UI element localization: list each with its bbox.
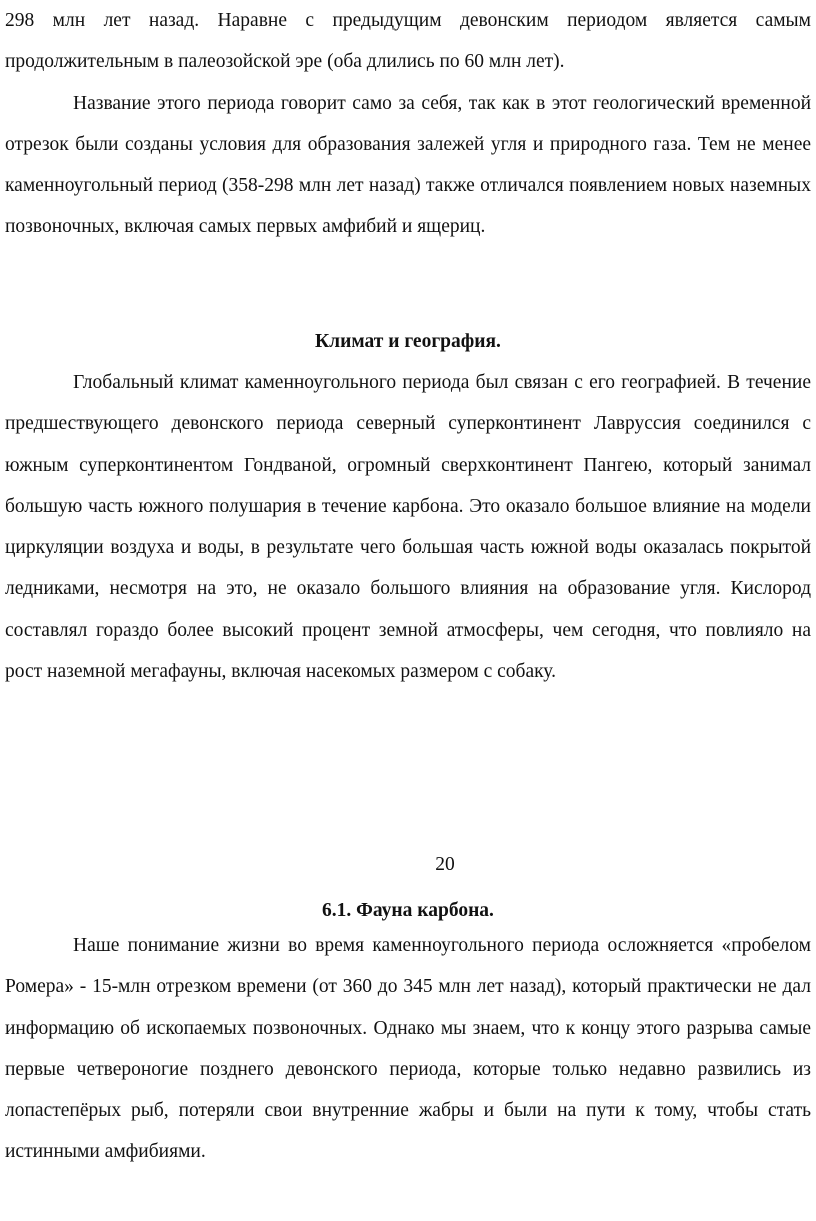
text-block-climate xyxy=(5,362,811,692)
fauna-heading: 6.1. Фауна карбона. xyxy=(322,900,494,921)
text-block-top xyxy=(5,0,811,248)
period-name-paragraph: Название этого периода говорит само за себя, так как в этот геологический временной отрезок были созданы условия для образования залежей угля и природного газа. Тем не менее каменноугольный период (358-298 млн лет назад) также отличался появлением новых наземных позвоночных, включая самых первых амфибий и ящериц. xyxy=(5,92,811,238)
climate-heading: Климат и география. xyxy=(315,331,501,352)
continuation-paragraph: 298 млн лет назад. Наравне с предыдущим девонским периодом является самым продолжительным в палеозойской эре (оба длились по 60 млн лет). xyxy=(5,10,811,73)
fauna-paragraph: Наше понимание жизни во время каменноугольного периода осложняется «пробелом Ромера» - 15-млн отрезком времени (от 360 до 345 млн лет назад), который практически не дал информацию об ископаемых позвоночных. Однако мы знаем, что к концу этого разрыва самые первые четвероногие позднего девонского периода, которые только недавно развились из лопастепёрых рыб, потеряли свои внутренние жабры и были на пути к тому, чтобы стать истинными амфибиями. xyxy=(5,935,811,1163)
text-block-fauna xyxy=(5,925,811,1173)
climate-paragraph: Глобальный климат каменноугольного периода был связан с его географией. В течение предшествующего девонского периода северный суперконтинент Лавруссия соединился с южным суперконтинентом Гондваной, огромный сверхконтинент Пангею, который занимал большую часть южного полушария в течение карбона. Это оказало большое влияние на модели циркуляции воздуха и воды, в результате чего большая часть южной воды оказалась покрытой ледниками, несмотря на это, не оказало большого влияния на образование угля. Кислород составлял гораздо более высокий процент земной атмосферы, чем сегодня, что повлияло на рост наземной мегафауны, включая насекомых размером с собаку. xyxy=(5,372,811,683)
page-number: 20 xyxy=(435,854,455,875)
